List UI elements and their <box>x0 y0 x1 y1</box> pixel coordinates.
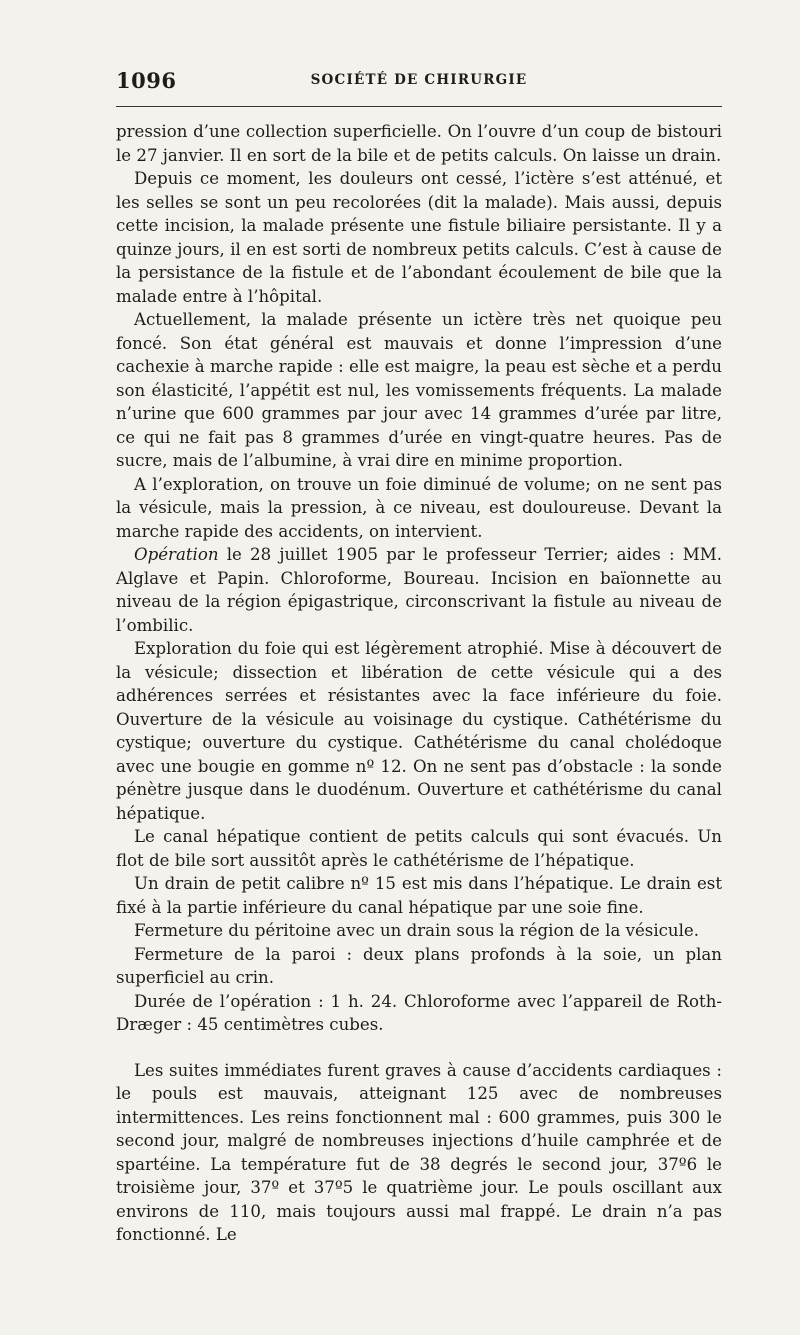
paragraph: pression d’une collection superficielle. On l’ouvre d’un coup de bistouri le 27 janvier. Il en sort de la bile et de petits calculs. On laisse un drain. <box>116 122 722 165</box>
paragraph: A l’exploration, on trouve un foie diminué de volume; on ne sent pas la vésicule, mais la pression, à ce niveau, est douloureuse. Devant la marche rapide des accidents, on intervient. <box>116 474 722 541</box>
paragraph: Durée de l’opération : 1 h. 24. Chloroforme avec l’appareil de Roth-Dræger : 45 centimètres cubes. <box>116 991 722 1034</box>
paragraph: Le canal hépatique contient de petits calculs qui sont évacués. Un flot de bile sort aussitôt après le cathétérisme de l’hépatique. <box>116 827 722 870</box>
section-gap <box>116 1037 722 1059</box>
header-rule <box>116 106 722 107</box>
page-number: 1096 <box>116 68 177 93</box>
paragraph-operation <box>116 543 722 637</box>
paragraph-text: le 28 juillet 1905 par le professeur Terrier; aides : MM. Alglave et Papin. Chloroforme, Boureau. Incision en baïonnette au niveau de la région épigastrique, circonscrivant la fistule au niveau de l’ombilic. <box>116 545 722 635</box>
paragraph: Actuellement, la malade présente un ictère très net quoique peu foncé. Son état général est mauvais et donne l’impression d’une cachexie à marche rapide : elle est maigre, la peau est sèche et a perdu son élasticité, l’appétit est nul, les vomissements fréquents. La malade n’urine que 600 grammes par jour avec 14 grammes d’urée par litre, ce qui ne fait pas 8 grammes d’urée en vingt-quatre heures. Pas de sucre, mais de l’albumine, à vrai dire en minime proportion. <box>116 310 722 470</box>
body-text <box>116 120 722 1247</box>
paragraph: Depuis ce moment, les douleurs ont cessé, l’ictère s’est atténué, et les selles se sont un peu recolorées (dit la malade). Mais aussi, depuis cette incision, la malade présente une fistule biliaire persistante. Il y a quinze jours, il en est sorti de nombreux petits calculs. C’est à cause de la persistance de la fistule et de l’abondant écoulement de bile que la malade entre à l’hôpital. <box>116 169 722 306</box>
paragraph: Fermeture de la paroi : deux plans profonds à la soie, un plan superficiel au crin. <box>116 944 722 987</box>
operation-heading: Opération <box>134 545 219 564</box>
paragraph: Les suites immédiates furent graves à cause d’accidents cardiaques : le pouls est mauvais, atteignant 125 avec de nombreuses intermittences. Les reins fonctionnent mal : 600 grammes, puis 300 le second jour, malgré de nombreuses injections d’huile camphrée et de spartéine. La température fut de 38 degrés le second jour, 37º6 le troisième jour, 37º et 37º5 le quatrième jour. Le pouls oscillant aux environs de 110, mais toujours aussi mal frappé. Le drain n’a pas fonctionné. Le <box>116 1060 722 1244</box>
running-head: SOCIÉTÉ DE CHIRURGIE <box>310 72 528 88</box>
paragraph: Un drain de petit calibre nº 15 est mis dans l’hépatique. Le drain est fixé à la partie inférieure du canal hépatique par une soie fine. <box>116 874 722 917</box>
page-header <box>116 62 722 102</box>
paragraph: Exploration du foie qui est légèrement atrophié. Mise à découvert de la vésicule; dissection et libération de cette vésicule qui a des adhérences serrées et résistantes avec la face inférieure du foie. Ouverture de la vésicule au voisinage du cystique. Cathétérisme du cystique; ouverture du cystique. Cathétérisme du canal cholédoque avec une bougie en gomme nº 12. On ne sent pas d’obstacle : la sonde pénètre jusque dans le duodénum. Ouverture et cathétérisme du canal hépatique. <box>116 639 722 823</box>
paragraph: Fermeture du péritoine avec un drain sous la région de la vésicule. <box>134 921 700 940</box>
